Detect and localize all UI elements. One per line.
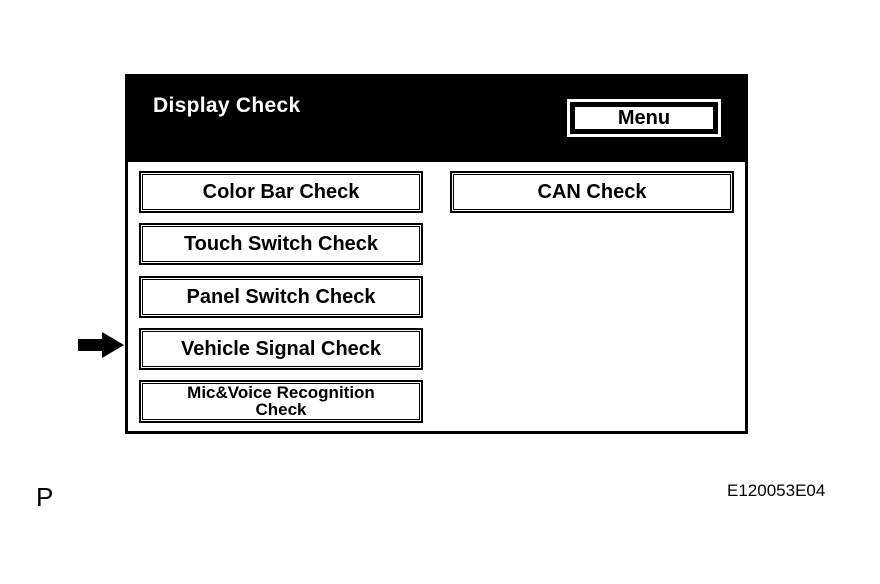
figure-corner-letter: P: [36, 482, 54, 512]
menu-button[interactable]: [567, 99, 721, 137]
mic-voice-label-line1: Mic&Voice Recognition: [187, 383, 375, 403]
touch-switch-check-button[interactable]: [139, 223, 423, 265]
right-arrow-icon: [78, 332, 124, 358]
color-bar-check-label: Color Bar Check: [202, 181, 360, 203]
mic-voice-label-line2: Check: [255, 399, 307, 419]
panel-switch-check-button[interactable]: [139, 276, 423, 318]
touch-switch-check-label: Touch Switch Check: [183, 233, 379, 255]
figure-code: E120053E04: [727, 481, 826, 500]
screen-title: Display Check: [153, 94, 301, 117]
color-bar-check-button[interactable]: [139, 171, 423, 213]
display-check-screen: [125, 74, 748, 434]
check-menu-panel: [128, 162, 745, 431]
vehicle-signal-check-button[interactable]: [139, 328, 423, 370]
panel-switch-check-label: Panel Switch Check: [186, 286, 376, 308]
can-check-button[interactable]: [450, 171, 734, 213]
mic-voice-recognition-check-label: [187, 385, 375, 417]
vehicle-signal-check-label: Vehicle Signal Check: [180, 338, 382, 360]
can-check-label: CAN Check: [537, 181, 647, 203]
mic-voice-recognition-check-button[interactable]: [139, 380, 423, 423]
menu-button-label: Menu: [573, 105, 715, 131]
